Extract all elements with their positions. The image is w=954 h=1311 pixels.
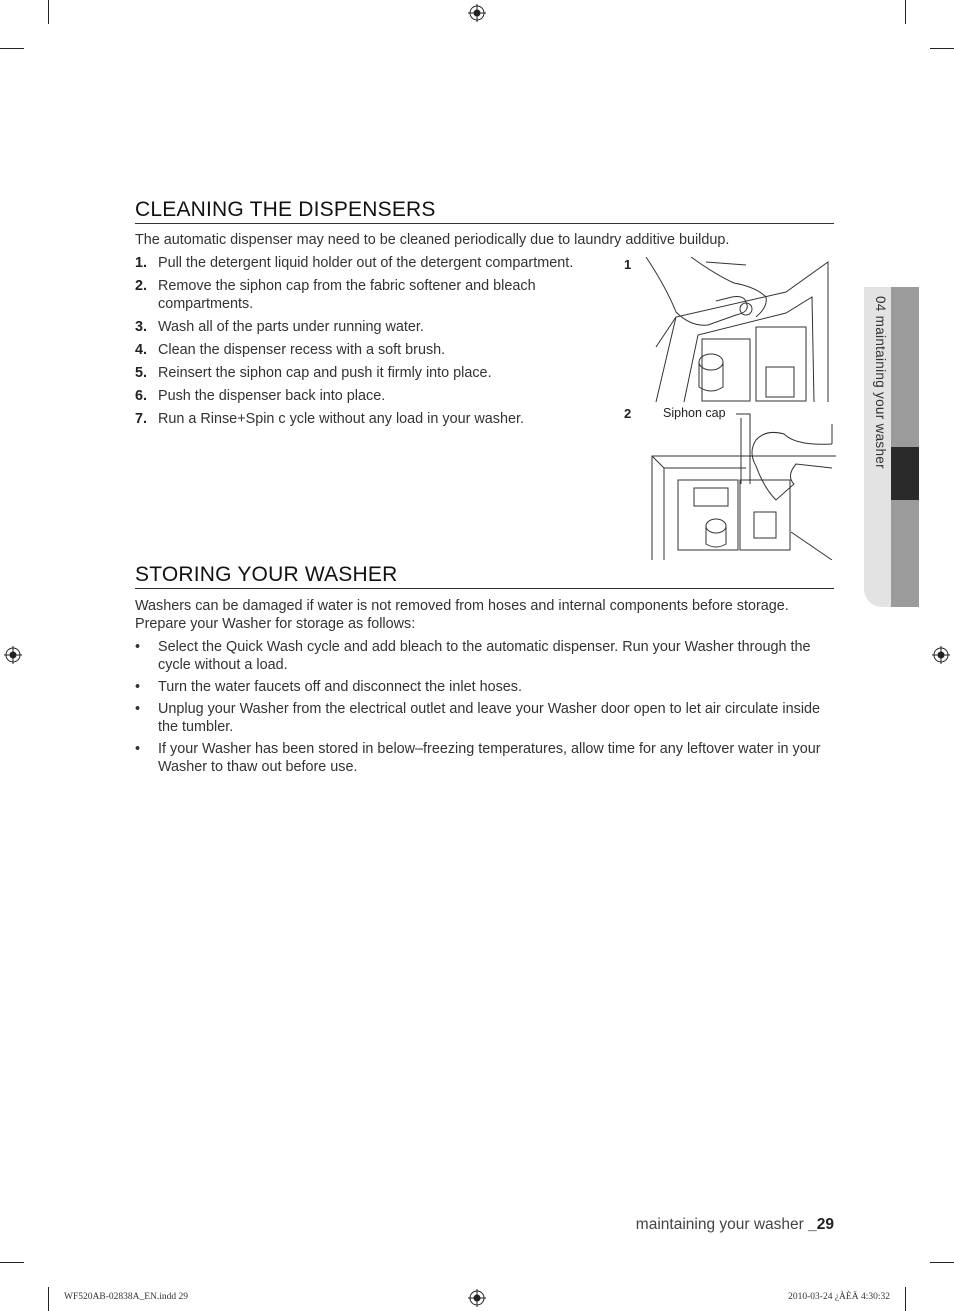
crop-mark — [905, 0, 906, 24]
registration-mark-icon — [932, 646, 950, 664]
registration-mark-icon — [4, 646, 22, 664]
list-item — [135, 387, 605, 405]
step-number: 2. — [135, 278, 148, 294]
bullet-text: If your Washer has been stored in below–freezing temperatures, allow time for any leftover water in your Washer to thaw out before use. — [158, 741, 821, 775]
step-text: Wash all of the parts under running water. — [158, 319, 424, 335]
registration-mark-icon — [468, 4, 486, 22]
bullet-text: Turn the water faucets off and disconnect the inlet hoses. — [158, 679, 522, 695]
print-slug-date: 2010-03-24 ¿ÀÈÄ 4:30:32 — [788, 1292, 890, 1302]
crop-mark — [930, 48, 954, 49]
section-title-storing: STORING YOUR WASHER — [135, 563, 834, 589]
list-item — [135, 341, 605, 359]
dispenser-illustration-2 — [636, 404, 836, 560]
crop-mark — [930, 1262, 954, 1263]
bullet-icon: • — [135, 679, 141, 695]
footer-section: maintaining your washer — [635, 1216, 804, 1233]
list-item — [135, 318, 605, 336]
list-item — [135, 364, 605, 382]
crop-mark — [0, 48, 24, 49]
list-item — [135, 740, 835, 776]
list-item — [135, 678, 835, 696]
section-intro-cleaning: The automatic dispenser may need to be cleaned periodically due to laundry additive buildup. — [135, 232, 730, 248]
step-text: Clean the dispenser recess with a soft brush. — [158, 342, 446, 358]
storing-bullets-list — [135, 638, 835, 780]
list-item — [135, 277, 548, 313]
step-text: Reinsert the siphon cap and push it firmly into place. — [158, 365, 492, 381]
dispenser-illustration-1 — [636, 257, 836, 403]
step-text: Remove the siphon cap from the fabric softener and bleach compartments. — [158, 278, 536, 312]
siphon-cap-callout: Siphon cap — [663, 406, 726, 420]
step-number: 1. — [135, 255, 148, 271]
chapter-tab-marker — [891, 447, 919, 500]
step-number: 6. — [135, 388, 148, 404]
list-item — [135, 254, 605, 272]
page-footer — [636, 1216, 834, 1234]
cleaning-steps-list — [135, 254, 605, 433]
section-title-cleaning: CLEANING THE DISPENSERS — [135, 198, 834, 224]
crop-mark — [48, 1287, 49, 1311]
step-text: Pull the detergent liquid holder out of the detergent compartment. — [158, 255, 574, 271]
page-number: _29 — [808, 1216, 834, 1233]
step-text: Run a Rinse+Spin c ycle without any load in your washer. — [158, 411, 524, 427]
chapter-tab-label: 04 maintaining your washer — [873, 296, 888, 469]
bullet-icon: • — [135, 741, 141, 757]
bullet-text: Select the Quick Wash cycle and add bleach to the automatic dispenser. Run your Washer through the cycle without a load. — [158, 639, 811, 673]
bullet-icon: • — [135, 701, 141, 717]
registration-mark-icon — [468, 1289, 486, 1307]
list-item — [135, 700, 835, 736]
step-number: 4. — [135, 342, 148, 358]
list-item — [135, 410, 605, 428]
step-number: 5. — [135, 365, 148, 381]
crop-mark — [905, 1287, 906, 1311]
crop-mark — [0, 1262, 24, 1263]
step-text: Push the dispenser back into place. — [158, 388, 386, 404]
section-intro-storing: Washers can be damaged if water is not removed from hoses and internal components before storage. Prepare your Washer for storage as follows: — [135, 598, 789, 632]
figure-label-1: 1 — [624, 257, 632, 272]
step-number: 3. — [135, 319, 148, 335]
step-number: 7. — [135, 411, 148, 427]
bullet-text: Unplug your Washer from the electrical outlet and leave your Washer door open to let air circulate inside the tumbler. — [158, 701, 821, 735]
bullet-icon: • — [135, 639, 141, 655]
crop-mark — [48, 0, 49, 24]
print-slug-file: WF520AB-02838A_EN.indd 29 — [64, 1292, 189, 1302]
figure-label-2: 2 — [624, 406, 632, 421]
list-item — [135, 638, 835, 674]
